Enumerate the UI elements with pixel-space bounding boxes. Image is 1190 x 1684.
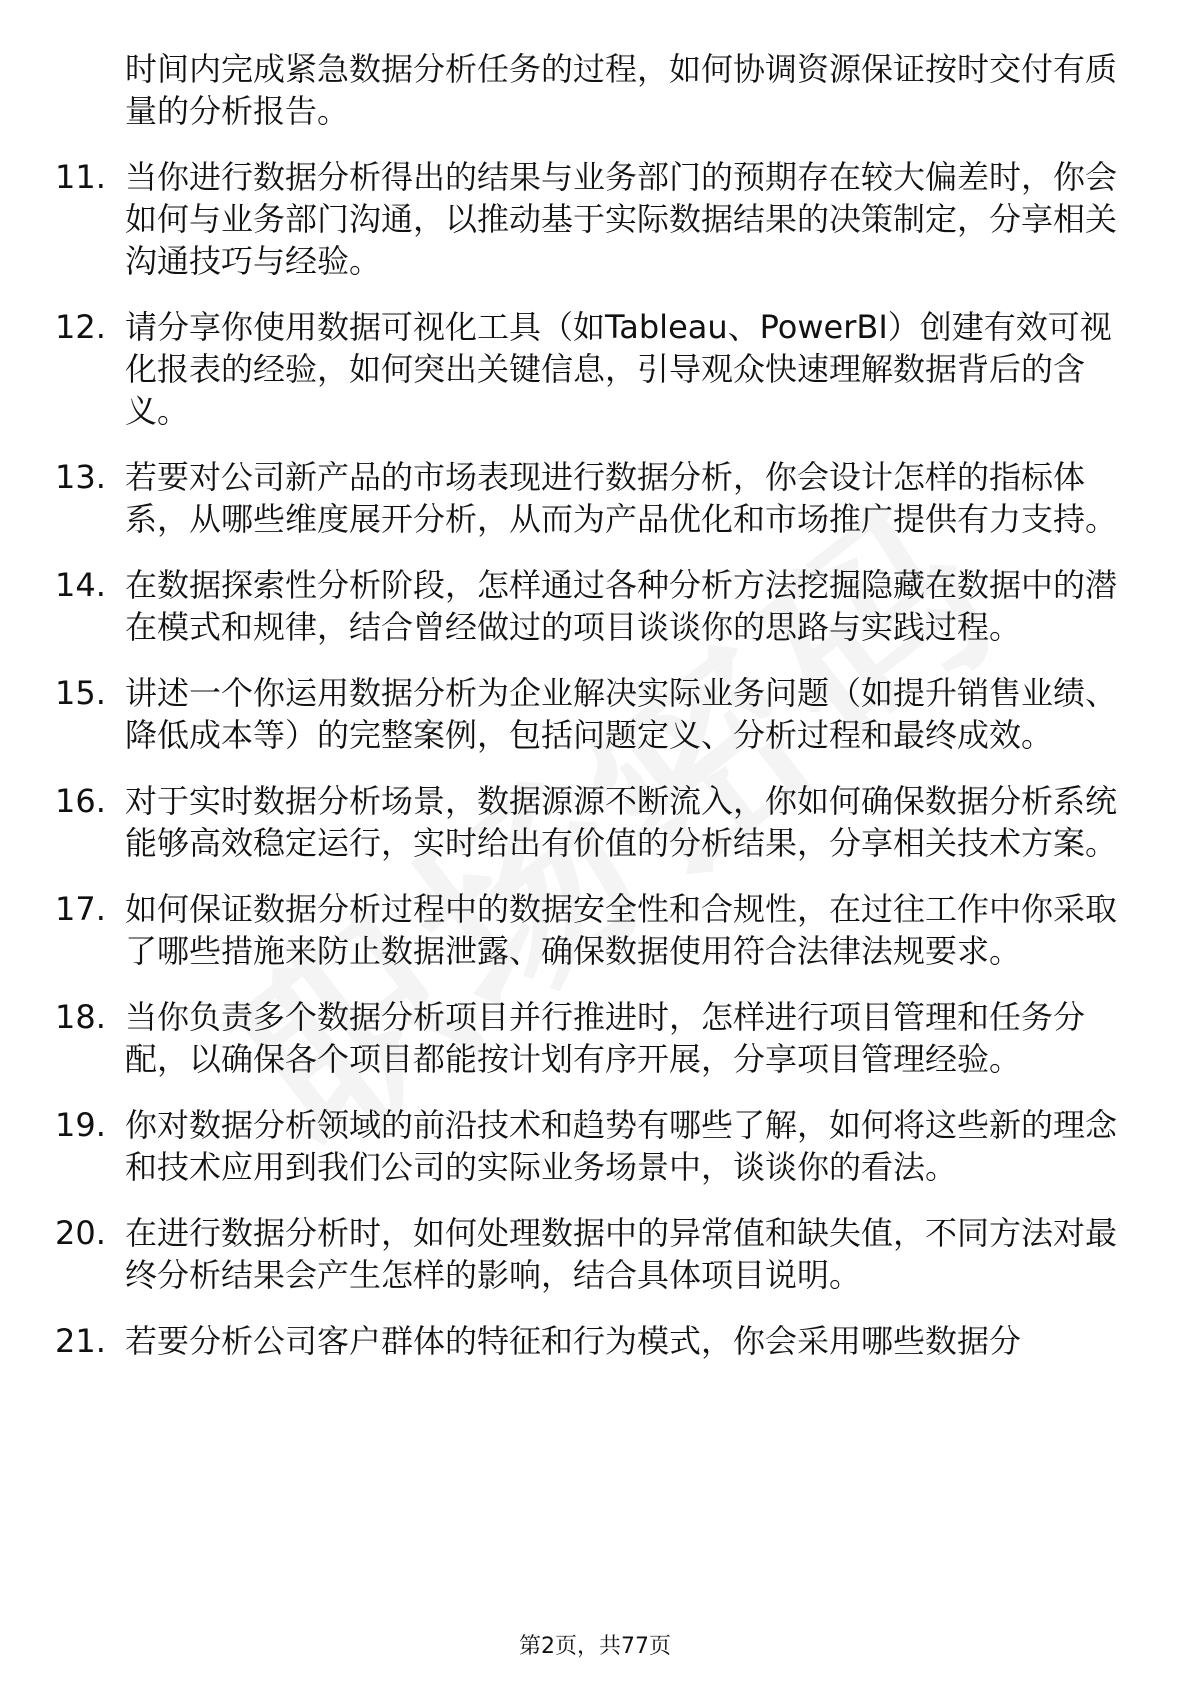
question-text: 如何保证数据分析过程中的数据安全性和合规性，在过往工作中你采取了哪些措施来防止数据泄露、确保数据使用符合法律法规要求。 [125,890,1118,970]
question-number: 13. [55,458,106,496]
question-item [55,306,1125,432]
question-item [55,996,1125,1080]
question-item [55,888,1125,972]
question-text: 若要对公司新产品的市场表现进行数据分析，你会设计怎样的指标体系，从哪些维度展开分析，从而为产品优化和市场推广提供有力支持。 [125,458,1118,538]
question-item [55,1104,1125,1188]
question-item [55,1320,1125,1362]
question-list [55,48,1125,1386]
page-footer: 第2页，共77页 [519,1634,671,1659]
question-text: 请分享你使用数据可视化工具（如Tableau、PowerBI）创建有效可视化报表的经验，如何突出关键信息，引导观众快速理解数据背后的含义。 [125,308,1112,430]
continuation-paragraph: 时间内完成紧急数据分析任务的过程，如何协调资源保证按时交付有质量的分析报告。 [125,50,1118,130]
question-text: 在数据探索性分析阶段，怎样通过各种分析方法挖掘隐藏在数据中的潜在模式和规律，结合曾经做过的项目谈谈你的思路与实践过程。 [125,566,1118,646]
question-text: 讲述一个你运用数据分析为企业解决实际业务问题（如提升销售业绩、降低成本等）的完整案例，包括问题定义、分析过程和最终成效。 [125,674,1118,754]
question-number: 19. [55,1106,106,1144]
question-number: 16. [55,782,106,820]
question-number: 12. [55,308,106,346]
question-item [55,672,1125,756]
question-number: 11. [55,158,106,196]
question-item [55,456,1125,540]
question-number: 20. [55,1214,106,1252]
question-number: 18. [55,998,106,1036]
question-text: 当你进行数据分析得出的结果与业务部门的预期存在较大偏差时，你会如何与业务部门沟通，以推动基于实际数据结果的决策制定，分享相关沟通技巧与经验。 [125,158,1118,280]
question-item [55,156,1125,282]
question-number: 17. [55,890,106,928]
question-text: 当你负责多个数据分析项目并行推进时，怎样进行项目管理和任务分配，以确保各个项目都能按计划有序开展，分享项目管理经验。 [125,998,1086,1078]
question-number: 15. [55,674,106,712]
question-item [55,1212,1125,1296]
question-text: 对于实时数据分析场景，数据源源不断流入，你如何确保数据分析系统能够高效稳定运行，实时给出有价值的分析结果，分享相关技术方案。 [125,782,1118,862]
question-item [55,564,1125,648]
question-text: 若要分析公司客户群体的特征和行为模式，你会采用哪些数据分 [125,1322,1022,1360]
question-number: 21. [55,1322,106,1360]
question-item [55,780,1125,864]
question-text: 你对数据分析领域的前沿技术和趋势有哪些了解，如何将这些新的理念和技术应用到我们公司的实际业务场景中，谈谈你的看法。 [125,1106,1118,1186]
question-number: 14. [55,566,106,604]
question-text: 在进行数据分析时，如何处理数据中的异常值和缺失值，不同方法对最终分析结果会产生怎样的影响，结合具体项目说明。 [125,1214,1118,1294]
